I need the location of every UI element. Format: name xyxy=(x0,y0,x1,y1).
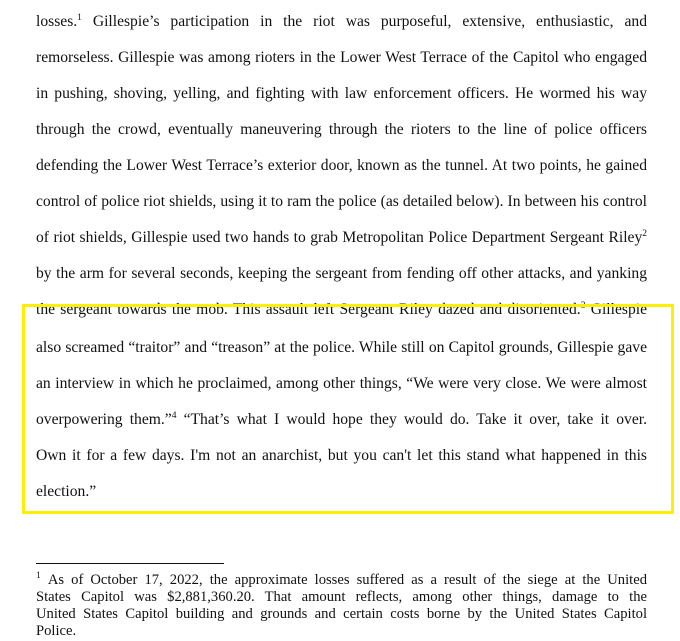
footnote-line-4: Police. xyxy=(36,623,77,639)
body-line-6: control of police riot shields, using it to ram the police (as detailed below). In between his control xyxy=(36,193,647,210)
body-line-4: through the crowd, eventually maneuvering through the rioters to the line of police officers xyxy=(36,121,647,138)
footnote-line-2: States Capitol was $2,881,360.20. That amount reflects, among other things, damage to the xyxy=(36,589,647,605)
body-line-8: by the arm for several seconds, keeping the sergeant from fending off other attacks, and yanking xyxy=(36,265,647,282)
footnote-ref-1[interactable]: 1 xyxy=(77,13,82,23)
footnote-divider xyxy=(36,563,224,564)
body-line-11: an interview in which he proclaimed, among other things, “We were very close. We were almost xyxy=(36,375,647,392)
body-line-1: losses.$^1$ Gillespie’s participation in the riot was purposeful, extensive, enthusiastic, and xyxy=(36,13,647,30)
body-line-13: Own it for a few days. I'm not an anarchist, but you can't let this stand what happened in this xyxy=(36,447,647,464)
footnote-line-1: $^1$ As of October 17, 2022, the approximate losses suffered as a result of the siege at the United xyxy=(36,571,647,588)
footnote-ref-3[interactable]: 3 xyxy=(580,301,586,311)
body-line-3: in pushing, shoving, yelling, and fighting with law enforcement officers. He wormed his way xyxy=(36,85,647,102)
footnote-line-3: United States Capitol building and grounds and certain costs borne by the United States Capitol xyxy=(36,606,647,622)
body-line-2: remorseless. Gillespie was among rioters in the Lower West Terrace of the Capitol who engaged xyxy=(36,49,647,66)
footnote-ref-2[interactable]: 2 xyxy=(642,229,647,239)
body-line-10: also screamed “traitor” and “treason” at the police. While still on Capitol grounds, Gillespie gave xyxy=(36,339,647,356)
footnote-number: 1 xyxy=(36,571,41,581)
footnote-ref-4[interactable]: 4 xyxy=(171,411,177,421)
body-line-7: of riot shields, Gillespie used two hands to grab Metropolitan Police Department Sergeant Riley$^2$ xyxy=(36,229,647,246)
body-line-12: overpowering them.”$^4$ “That’s what I would hope they would do. Take it over, take it over. xyxy=(36,411,647,428)
body-line-14: election.” xyxy=(36,483,97,500)
body-line-9: the sergeant towards the mob. This assault left Sergeant Riley dazed and disoriented.$^3$ Gillespie xyxy=(36,301,647,318)
body-line-5: defending the Lower West Terrace’s exterior door, known as the tunnel. At two points, he gained xyxy=(36,157,647,174)
